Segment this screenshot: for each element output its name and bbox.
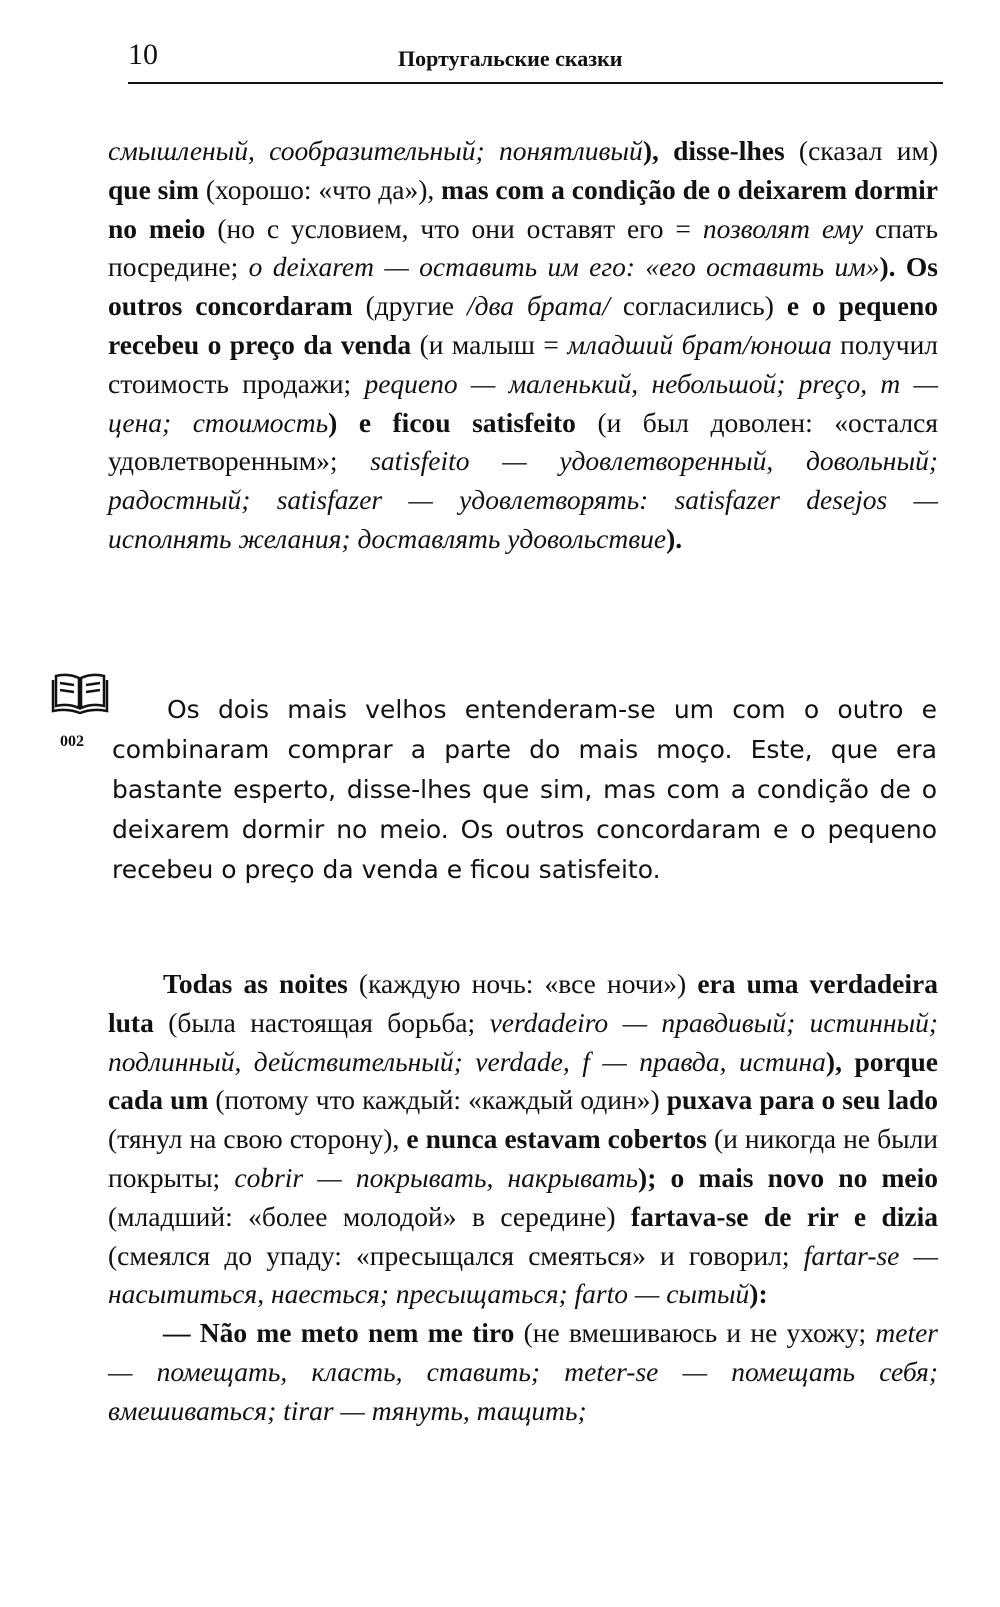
- gloss-text: смышленый, сообразительный; понятливый: [108, 135, 643, 166]
- portuguese-phrase: e nunca estavam cobertos: [406, 1123, 707, 1155]
- open-book-icon: [50, 670, 110, 716]
- portuguese-phrase: Os outros concordaram: [108, 251, 938, 322]
- page-header: [128, 38, 943, 84]
- punct: ).: [879, 251, 906, 283]
- translation: спать посредине;: [108, 212, 938, 283]
- original-text-block: [112, 690, 937, 890]
- portuguese-phrase: disse-lhes: [673, 135, 785, 166]
- portuguese-phrase: que sim: [108, 173, 199, 205]
- translation: (другие: [352, 290, 467, 322]
- dialogue-paragraph: [108, 1314, 938, 1430]
- commentary-paragraph-1: [108, 132, 938, 559]
- translation: (смеялся до упаду: «пресыщался смеяться» и говорил;: [108, 1239, 804, 1271]
- translation: (и малыш =: [411, 328, 568, 360]
- portuguese-phrase: o mais novo no meio: [670, 1161, 938, 1193]
- gloss-text: satisfeito — удовлетворенный, довольный; радостный; satisfazer — удовлетворять: satisfazer desejos — исполнять желания; доставлять удовольствие: [108, 445, 938, 554]
- paragraph: [108, 132, 938, 559]
- translation: (потому что каждый: «каждый один»): [208, 1084, 667, 1116]
- portuguese-phrase: e ficou satisfeito: [358, 406, 576, 438]
- paragraph: [108, 965, 938, 1314]
- translation: (и никогда не были покрыты;: [108, 1123, 939, 1193]
- page-number: 10: [128, 38, 158, 71]
- translation: (была настоящая борьба;: [153, 1006, 490, 1038]
- commentary-paragraph-2: [108, 965, 938, 1431]
- translation: (хорошо: «что да»),: [198, 173, 442, 205]
- portuguese-phrase: Todas as noites: [163, 968, 348, 999]
- punct: ),: [642, 135, 674, 166]
- translation: (тянул на свою сторону),: [108, 1123, 407, 1155]
- translation: (каждую ночь: «все ночи»): [347, 968, 698, 999]
- running-title: Португальские сказки: [398, 46, 623, 71]
- gloss-text: cobrir — покрывать, накрывать: [234, 1161, 639, 1193]
- gloss-text: позволят ему: [702, 212, 864, 244]
- audio-track-number: 002: [60, 733, 84, 750]
- portuguese-phrase: era uma verdadeira luta: [108, 968, 938, 1038]
- punct: ).: [666, 522, 683, 554]
- translation: (младший: «более молодой» в середине): [108, 1200, 631, 1232]
- translation: (не вмешиваюсь и не ухожу;: [514, 1317, 876, 1349]
- punct: ):: [749, 1278, 768, 1310]
- translation: согласились): [609, 290, 787, 322]
- translation: (сказал им): [784, 135, 938, 166]
- portuguese-phrase: porque cada um: [108, 1045, 938, 1116]
- portuguese-phrase: mas com a condição de o deixarem dormir no meio: [108, 173, 938, 244]
- original-text: Os dois mais velhos entenderam-se um com o outro e combinaram comprar a parte do mais moço. Este, que era bastante esperto, disse-lhes que sim, mas com a condição de o deixarem dormir no meio. Os outros concordaram e o pequeno recebeu o preço da venda e ficou satisfeito.: [112, 695, 937, 884]
- portuguese-phrase: fartava-se de rir e dizia: [630, 1200, 938, 1232]
- portuguese-phrase: e o pequeno recebeu o preço da venda: [108, 290, 938, 360]
- punct: );: [638, 1161, 671, 1193]
- gloss-text: o deixarem — оставить им его: «его оставить им»: [248, 251, 880, 283]
- gloss-text: pequeno — маленький, небольшой; preço, m — цена; стоимость: [108, 367, 938, 438]
- gloss-text: verdadeiro — правдивый; истинный; подлинный, действительный; verdade, f — правда, истина: [108, 1006, 939, 1077]
- translation: получил стоимость продажи;: [108, 328, 939, 399]
- punct: ),: [825, 1045, 855, 1077]
- translation: (но с условием, что они оставят его =: [205, 212, 703, 244]
- punct: ): [328, 406, 359, 438]
- gloss-text: младший брат/юноша: [567, 328, 832, 360]
- gloss-text: /два брата/: [467, 290, 610, 322]
- translation: (и был доволен: «остался удовлетворенным»;: [108, 406, 938, 477]
- gloss-text: meter — помещать, класть, ставить; meter-se — помещать себя; вмешиваться; tirar — тянуть, тащить;: [108, 1317, 938, 1426]
- portuguese-phrase: puxava para o seu lado: [666, 1084, 938, 1116]
- gloss-text: fartar-se — насытиться, наесться; пресыщаться; farto — сытый: [108, 1239, 938, 1310]
- portuguese-phrase: — Não me meto nem me tiro: [163, 1317, 515, 1349]
